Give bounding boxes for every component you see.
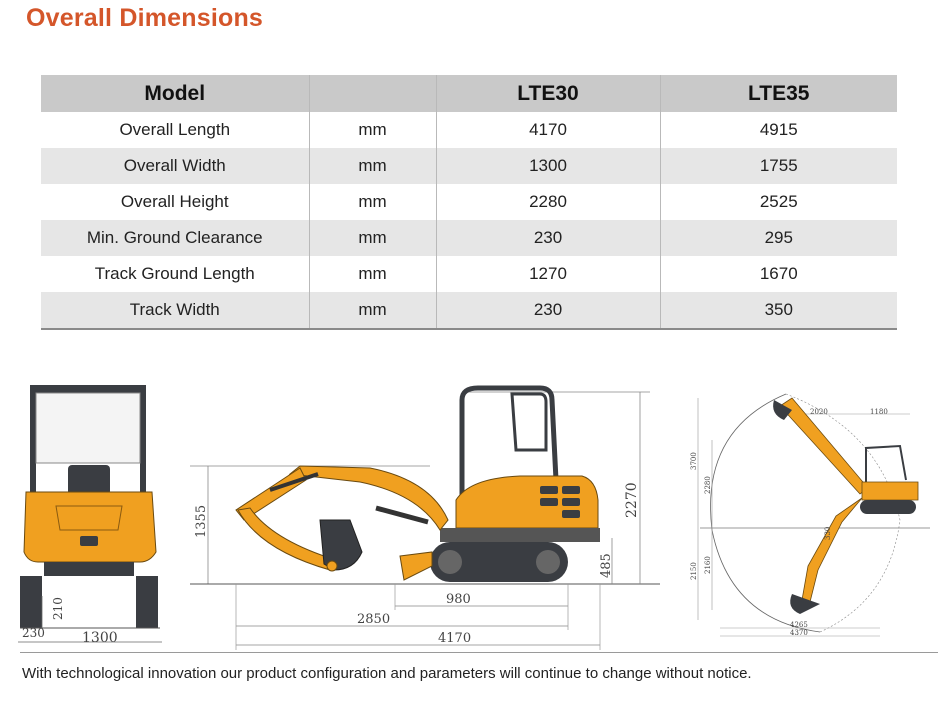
- row-label: Track Width: [41, 292, 309, 329]
- row-label: Overall Length: [41, 112, 309, 148]
- row-unit: mm: [309, 148, 436, 184]
- row-unit: mm: [309, 220, 436, 256]
- row-lte35: 350: [660, 292, 897, 329]
- row-lte35: 1755: [660, 148, 897, 184]
- row-lte30: 1300: [436, 148, 660, 184]
- side-dim-boom-height: 1355: [194, 504, 209, 538]
- row-lte30: 2280: [436, 184, 660, 220]
- table-row: [41, 148, 897, 184]
- table-row: [41, 220, 897, 256]
- row-unit: mm: [309, 184, 436, 220]
- row-lte30: 230: [436, 220, 660, 256]
- footer-divider: [20, 652, 938, 653]
- dimension-drawings: [0, 370, 950, 655]
- header-lte30: LTE30: [436, 75, 660, 112]
- row-label: Track Ground Length: [41, 256, 309, 292]
- row-lte35: 2525: [759, 192, 798, 211]
- side-dim-overall-height: 2270: [624, 482, 640, 518]
- row-lte30: 1270: [436, 256, 660, 292]
- work-dim-dig-depth-b: 2160: [704, 556, 712, 574]
- row-lte35: 295: [660, 220, 897, 256]
- side-dim-overall-length: 4170: [438, 631, 472, 646]
- page-title: Overall Dimensions: [26, 4, 264, 32]
- row-unit: mm: [309, 292, 436, 329]
- dimensions-table: [41, 75, 897, 330]
- table-row: [41, 256, 897, 292]
- work-dim-dump-height: 2280: [704, 476, 712, 494]
- side-dim-track-length: 980: [446, 592, 471, 607]
- work-dim-blade-rise: 330: [824, 526, 832, 540]
- work-dim-top-a: 2020: [810, 408, 828, 416]
- row-unit: mm: [309, 112, 436, 148]
- front-view-drawing: [18, 385, 162, 642]
- header-unit: [309, 75, 436, 112]
- table-row: [41, 292, 897, 329]
- side-dim-reach: 2850: [357, 612, 391, 627]
- side-dim-blade-height: 485: [599, 553, 614, 578]
- front-dim-overall-width: 1300: [82, 630, 118, 646]
- row-lte30: 230: [436, 292, 660, 329]
- row-unit: mm: [309, 256, 436, 292]
- work-dim-dig-depth-a: 2150: [690, 562, 698, 580]
- row-label: Overall Width: [41, 148, 309, 184]
- header-lte35: LTE35: [660, 75, 897, 112]
- work-range-drawing: [698, 394, 930, 636]
- front-dim-track-width: 230: [22, 626, 45, 640]
- front-dim-clearance: 210: [51, 597, 65, 620]
- row-lte35: 1670: [759, 264, 798, 283]
- work-dim-reach-ground: 4265: [790, 621, 808, 629]
- table-row: [41, 184, 897, 220]
- side-view-drawing: [190, 388, 660, 650]
- row-label: Overall Height: [41, 184, 309, 220]
- header-model: Model: [41, 75, 309, 112]
- work-dim-max-height: 3700: [690, 452, 698, 470]
- work-dim-max-reach: 4370: [790, 629, 808, 637]
- table-header-row: [41, 75, 897, 112]
- row-label: Min. Ground Clearance: [41, 220, 309, 256]
- row-lte35: 4915: [759, 120, 798, 139]
- footnote: With technological innovation our product configuration and parameters will continue to change without notice.: [22, 665, 752, 682]
- row-lte30: 4170: [436, 112, 660, 148]
- table-row: [41, 112, 897, 148]
- work-dim-top-b: 1180: [870, 408, 888, 416]
